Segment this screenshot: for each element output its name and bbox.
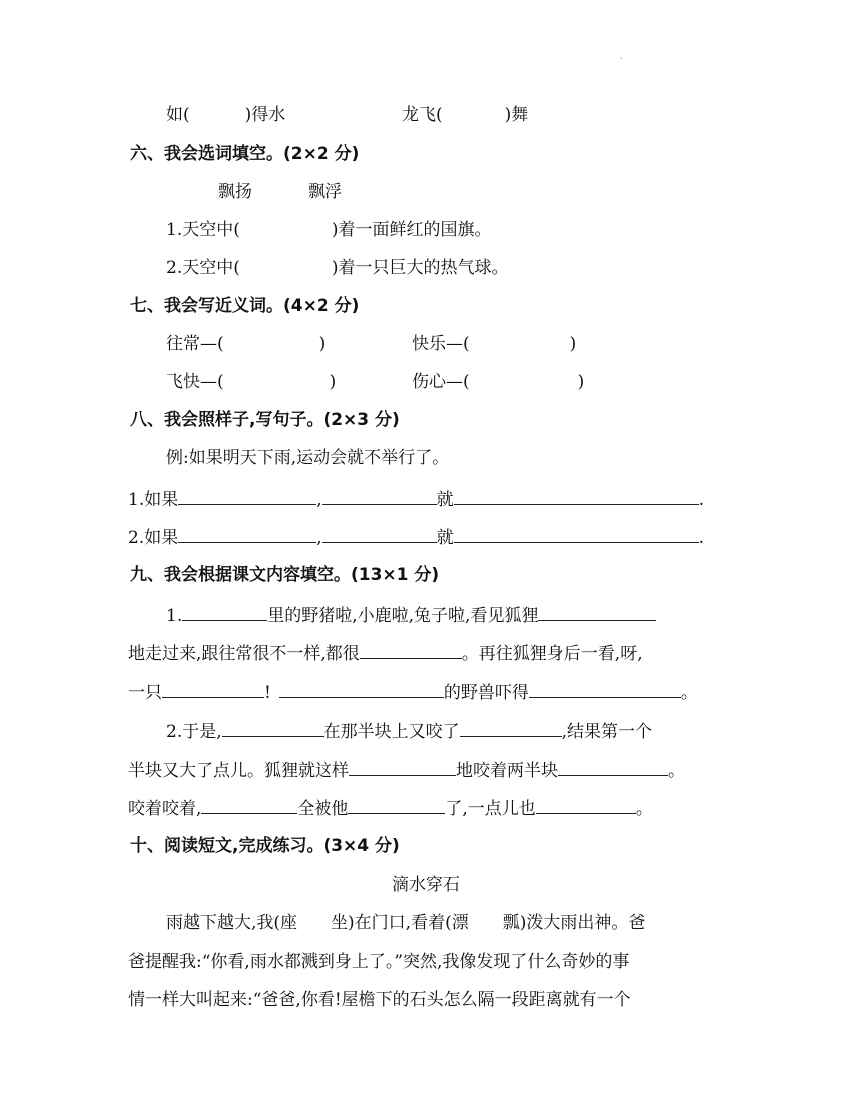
story-title: 滴水穿石	[392, 875, 460, 895]
sec9-p2-line-2	[128, 757, 685, 783]
text: 了,一点儿也	[445, 799, 536, 819]
text: 的野兽吓得	[443, 683, 529, 703]
text: 全被他	[297, 799, 349, 819]
sec8-line-2-prefix: 2.如果	[128, 528, 179, 548]
idiom-a-prefix: 如(	[166, 105, 190, 125]
story-line-3: 情一样大叫起来:“爸爸,你看!屋檐下的石头怎么隔一段距离就有一个	[128, 990, 631, 1010]
idiom-a-suffix: )得水	[244, 105, 286, 125]
synonym-2-close: )	[569, 334, 577, 354]
answer-blank[interactable]	[322, 486, 437, 505]
synonym-1-close: )	[318, 334, 326, 354]
text: !	[264, 683, 271, 703]
answer-blank[interactable]	[536, 795, 636, 814]
text: 。	[635, 799, 653, 819]
period: .	[698, 528, 705, 548]
word-jiu: 就	[436, 528, 454, 548]
sec6-q2	[166, 256, 509, 280]
text: 地走过来,跟往常很不一样,都很	[128, 644, 360, 664]
text: 2.于是,	[166, 722, 222, 742]
answer-blank[interactable]	[279, 679, 444, 698]
text: 咬着咬着,	[128, 799, 202, 819]
synonym-4	[412, 370, 584, 394]
synonym-2-word: 快乐—(	[412, 334, 470, 354]
word-option-2: 飘浮	[308, 182, 342, 202]
synonym-4-word: 伤心—(	[412, 372, 470, 392]
text: ,结果第一个	[561, 722, 653, 742]
text: 地咬着两半块	[456, 761, 558, 781]
section-8-title: 八、我会照样子,写句子。(2×3 分)	[130, 410, 400, 430]
sec9-p2-line-3	[128, 795, 653, 821]
text: 1.	[166, 606, 183, 626]
sec9-p2-line-1	[166, 718, 652, 744]
text: 坐)在门口,看着(漂	[331, 913, 469, 933]
answer-blank[interactable]	[538, 602, 656, 621]
idiom-b-prefix: 龙飞(	[402, 105, 443, 125]
idiom-b-suffix: )舞	[504, 105, 529, 125]
sec9-p1-line-1	[166, 602, 656, 628]
word-jiu: 就	[436, 490, 454, 510]
answer-blank[interactable]	[182, 602, 267, 621]
sec8-line-2	[128, 524, 704, 550]
answer-blank[interactable]	[178, 524, 316, 543]
word-option-1: 飘扬	[218, 182, 252, 202]
synonym-1	[166, 332, 325, 356]
synonym-1-word: 往常—(	[166, 334, 224, 354]
text: 雨越下越大,我(座	[166, 913, 298, 933]
sec6-q1	[166, 218, 492, 242]
synonym-2	[412, 332, 576, 356]
sec9-p1-line-2	[128, 640, 643, 666]
answer-blank[interactable]	[454, 486, 699, 505]
idiom-line	[166, 103, 285, 127]
text: 半块又大了点儿。狐狸就这样	[128, 761, 349, 781]
text: 一只	[128, 683, 162, 703]
answer-blank[interactable]	[529, 679, 681, 698]
answer-blank[interactable]	[322, 524, 437, 543]
sec6-q1-prefix: 1.天空中(	[166, 220, 240, 240]
corner-mark: ˋ	[620, 58, 623, 65]
sec9-p1-line-3	[128, 679, 698, 705]
section-7-title: 七、我会写近义词。(4×2 分)	[130, 296, 360, 316]
story-line-2: 爸提醒我:“你看,雨水都溅到身上了。”突然,我像发现了什么奇妙的事	[128, 952, 630, 972]
answer-blank[interactable]	[454, 524, 699, 543]
answer-blank[interactable]	[178, 486, 316, 505]
text: 里的野猪啦,小鹿啦,兔子啦,看见狐狸	[267, 606, 539, 626]
synonym-3-word: 飞快—(	[166, 372, 224, 392]
comma: ,	[316, 490, 322, 510]
text: 。	[668, 761, 685, 781]
sec8-line-1	[128, 486, 704, 512]
synonym-4-close: )	[577, 372, 585, 392]
section-9-title: 九、我会根据课文内容填空。(13×1 分)	[130, 565, 440, 585]
answer-blank[interactable]	[348, 795, 445, 814]
story-line-1	[166, 911, 645, 935]
sec6-q1-suffix: )着一面鲜红的国旗。	[331, 220, 492, 240]
comma: ,	[316, 528, 322, 548]
section-6-title: 六、我会选词填空。(2×2 分)	[130, 144, 360, 164]
idiom-line-2	[402, 103, 528, 127]
text: 。	[680, 683, 698, 703]
answer-blank[interactable]	[201, 795, 297, 814]
answer-blank[interactable]	[349, 757, 456, 776]
synonym-3-close: )	[329, 372, 337, 392]
answer-blank[interactable]	[222, 718, 324, 737]
sec8-line-1-prefix: 1.如果	[128, 490, 179, 510]
text: 。再往狐狸身后一看,呀,	[461, 644, 643, 664]
answer-blank[interactable]	[460, 718, 562, 737]
text: 在那半块上又咬了	[323, 722, 460, 742]
section-10-title: 十、阅读短文,完成练习。(3×4 分)	[130, 836, 400, 856]
answer-blank[interactable]	[162, 679, 264, 698]
sec8-example: 例:如果明天下雨,运动会就不举行了。	[166, 448, 450, 468]
answer-blank[interactable]	[558, 757, 668, 776]
answer-blank[interactable]	[360, 640, 462, 659]
period: .	[698, 490, 705, 510]
text: 瓢)泼大雨出神。爸	[502, 913, 646, 933]
sec6-q2-suffix: )着一只巨大的热气球。	[331, 258, 509, 278]
sec6-q2-prefix: 2.天空中(	[166, 258, 240, 278]
synonym-3	[166, 370, 336, 394]
